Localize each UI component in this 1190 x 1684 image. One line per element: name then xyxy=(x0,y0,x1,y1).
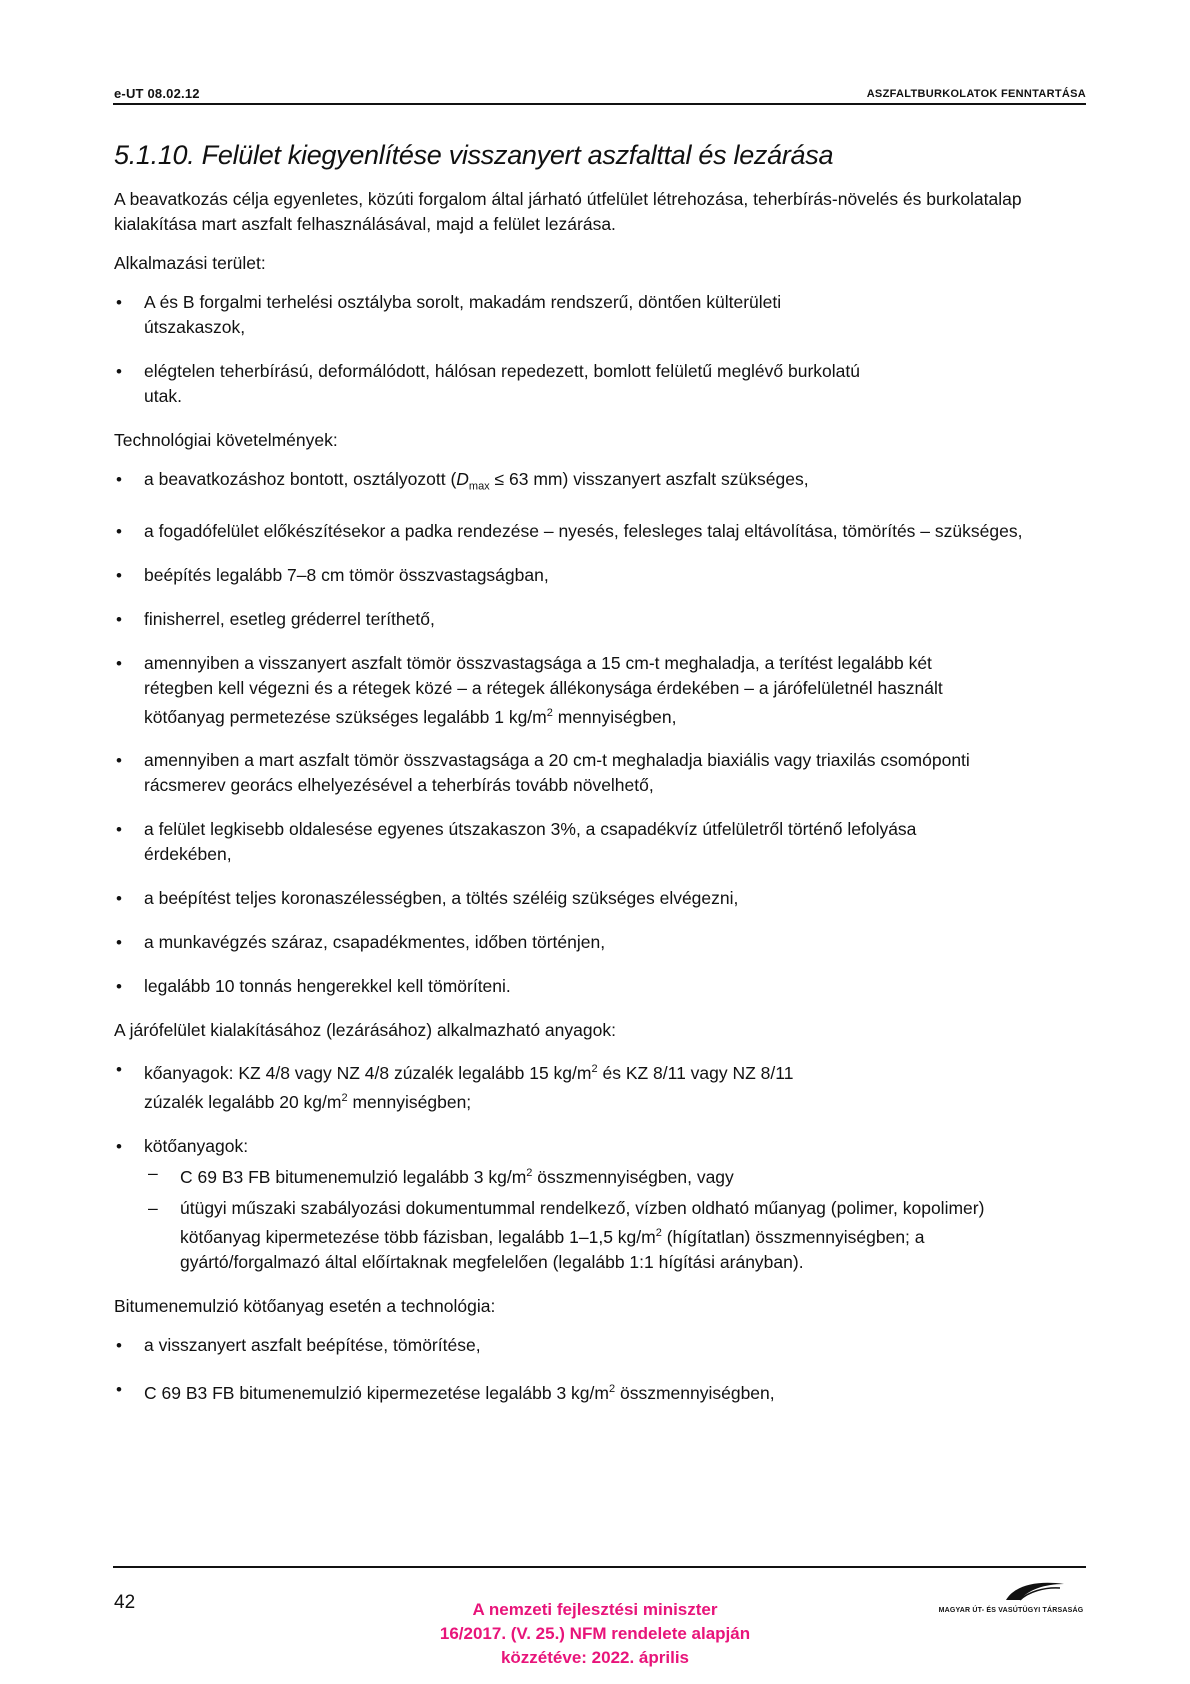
list-item xyxy=(114,930,1086,955)
list-item xyxy=(114,748,1086,798)
list-item xyxy=(114,886,1086,911)
dmax-subscript: max xyxy=(468,480,490,493)
list-item xyxy=(114,290,1086,340)
bullet-icon: • xyxy=(116,933,122,953)
tech-heading: Technológiai követelmények: xyxy=(114,430,338,450)
list-item-text xyxy=(144,1057,1086,1115)
list-item-text: a fogadófelület előkészítésekor a padka rendezése – nyesés, felesleges talaj eltávolítása, tömörítés – szükséges, xyxy=(144,520,1023,541)
list-item xyxy=(114,974,1086,999)
publication-stamp xyxy=(380,1598,810,1670)
dash-icon: – xyxy=(148,1162,158,1183)
section-title: 5.1.10. Felület kiegyenlítése visszanyert aszfalttal és lezárása xyxy=(114,140,834,170)
text-fragment: C 69 B3 FB bitumenemulzió legalább 3 kg/m xyxy=(180,1166,527,1187)
list-item xyxy=(114,651,1086,730)
text-fragment: mennyiségben; xyxy=(347,1091,472,1112)
superscript: 2 xyxy=(526,1166,533,1179)
bullet-icon: • xyxy=(116,820,122,840)
header-document-code: e-UT 08.02.12 xyxy=(114,86,200,101)
intro-paragraph: A beavatkozás célja egyenletes, közúti forgalom által járható útfelület létrehozása, teherbírás-növelés és burkolatalap kialakítása mart aszfalt felhasználásával, majd a felület lezárása. xyxy=(114,189,1022,234)
text-fragment: amennyiben a visszanyert aszfalt tömör összvastagsága a 15 cm-t meghaladja, a terítést legalább két rétegben kell végezni és a rétegek közé – a rétegek állékonysága érdekében – a járófelületnél használt kötőanyag permetezése szükséges legalább 1 kg/m xyxy=(144,652,943,727)
text-fragment: ≤ 63 mm) visszanyert aszfalt szükséges, xyxy=(489,469,809,489)
list-item xyxy=(114,1057,1086,1115)
superscript: 2 xyxy=(546,706,553,719)
list-item xyxy=(114,1377,1086,1406)
text-fragment: kőanyagok: KZ 4/8 vagy NZ 4/8 zúzalék legalább 15 kg/m xyxy=(144,1063,592,1084)
bitumen-list xyxy=(114,1333,1086,1406)
text-fragment: útügyi műszaki szabályozási dokumentummal rendelkező, vízben oldható műanyag (polimer, kopolimer) kötőanyag kipermetezése több fázisban, legalább 1–1,5 kg/m xyxy=(180,1197,985,1247)
list-item-text xyxy=(144,467,1086,500)
bitumen-heading: Bitumenemulzió kötőanyag esetén a technológia: xyxy=(114,1295,496,1316)
list-item xyxy=(114,1134,1086,1275)
bullet-icon: • xyxy=(116,1136,122,1156)
bullet-icon: • xyxy=(116,1060,122,1080)
list-item xyxy=(114,467,1086,500)
superscript: 2 xyxy=(608,1382,616,1395)
bullet-icon: • xyxy=(116,565,122,585)
bullet-icon: • xyxy=(116,977,122,997)
footer-divider xyxy=(113,1566,1086,1568)
text-fragment: C 69 B3 FB bitumenemulzió kipermezetése legalább 3 kg/m xyxy=(144,1382,609,1403)
text-fragment: (hígítatlan) összmennyiségben; a gyártó/forgalmazó által előírtaknak megfelelően (legalább 1:1 hígítási arányban). xyxy=(180,1226,925,1272)
bullet-icon: • xyxy=(116,1379,122,1399)
text-fragment: a beavatkozáshoz bontott, osztályozott ( xyxy=(144,469,457,489)
text-fragment: és KZ 8/11 vagy NZ 8/11 zúzalék legalább 20 kg/m xyxy=(144,1063,794,1112)
bullet-icon: • xyxy=(116,470,122,489)
list-item-text: elégtelen teherbírású, deformálódott, hálósan repedezett, bomlott felületű meglévő burkolatú utak. xyxy=(144,361,861,406)
bullet-icon: • xyxy=(116,889,122,909)
bullet-icon: • xyxy=(116,653,122,673)
list-item-text xyxy=(144,651,1086,730)
page-number: 42 xyxy=(114,1592,136,1613)
application-list xyxy=(114,290,1086,409)
list-item-text: beépítés legalább 7–8 cm tömör összvastagságban, xyxy=(144,564,549,585)
list-item xyxy=(114,519,1086,544)
page-content xyxy=(114,140,1086,1424)
list-item-text: a munkavégzés száraz, csapadékmentes, időben történjen, xyxy=(144,932,606,953)
list-item xyxy=(114,563,1086,588)
bullet-icon: • xyxy=(116,521,122,541)
logo-text: MAGYAR ÚT- ÉS VASÚTÜGYI TÁRSASÁG xyxy=(938,1607,1084,1614)
application-heading: Alkalmazási terület: xyxy=(114,253,266,273)
header-divider xyxy=(113,103,1086,105)
superscript: 2 xyxy=(341,1092,348,1105)
list-item-text: finisherrel, esetleg gréderrel teríthető, xyxy=(144,608,435,629)
list-item xyxy=(114,359,1086,409)
superscript: 2 xyxy=(655,1226,662,1239)
bullet-icon: • xyxy=(116,751,122,771)
dash-icon: – xyxy=(148,1197,158,1218)
list-item-text: a felület legkisebb oldalesése egyenes útszakaszon 3%, a csapadékvíz útfelületről történő lefolyása érdekében, xyxy=(144,819,917,865)
materials-list xyxy=(114,1057,1086,1274)
list-item xyxy=(114,817,1086,867)
bullet-icon: • xyxy=(116,362,122,381)
superscript: 2 xyxy=(591,1063,598,1076)
list-item-text: kötőanyagok: xyxy=(144,1135,249,1156)
text-fragment: mennyiségben, xyxy=(552,706,677,727)
tech-list xyxy=(114,467,1086,999)
list-item xyxy=(114,607,1086,632)
dmax-symbol: D xyxy=(456,469,469,489)
text-fragment: összmennyiségben, vagy xyxy=(532,1166,734,1187)
list-item-text: legalább 10 tonnás hengerekkel kell tömöríteni. xyxy=(144,976,511,997)
text-fragment: összmennyiségben, xyxy=(615,1382,775,1403)
bullet-icon: • xyxy=(116,1335,122,1355)
bullet-icon: • xyxy=(116,293,122,312)
list-item-text xyxy=(144,1377,1086,1406)
stamp-line: közzétéve: 2022. április xyxy=(500,1648,690,1667)
bullet-icon: • xyxy=(116,609,122,629)
logo-swoosh-icon xyxy=(936,1578,1086,1604)
stamp-line: 16/2017. (V. 25.) NFM rendelete alapján xyxy=(439,1624,751,1643)
materials-heading: A járófelület kialakításához (lezárásához) alkalmazható anyagok: xyxy=(114,1020,616,1041)
header-document-title: ASZFALTBURKOLATOK FENNTARTÁSA xyxy=(866,88,1086,100)
sublist-item xyxy=(144,1161,1086,1190)
list-item-text: a beépítést teljes koronaszélességben, a töltés széléig szükséges elvégezni, xyxy=(144,888,739,909)
stamp-line: A nemzeti fejlesztési miniszter xyxy=(472,1600,718,1619)
association-logo xyxy=(936,1578,1086,1614)
sublist-item xyxy=(144,1196,1086,1275)
list-item-text: a visszanyert aszfalt beépítése, tömörítése, xyxy=(144,1334,481,1355)
list-item xyxy=(114,1333,1086,1358)
list-item-text: A és B forgalmi terhelési osztályba sorolt, makadám rendszerű, döntően külterületi útszakaszok, xyxy=(144,292,782,337)
binder-sublist xyxy=(144,1161,1086,1275)
list-item-text: amennyiben a mart aszfalt tömör összvastagsága a 20 cm-t meghaladja biaxiális vagy triaxilás csomóponti rácsmerev georács elhelyezésével a teherbírás tovább növelhető, xyxy=(144,750,970,796)
